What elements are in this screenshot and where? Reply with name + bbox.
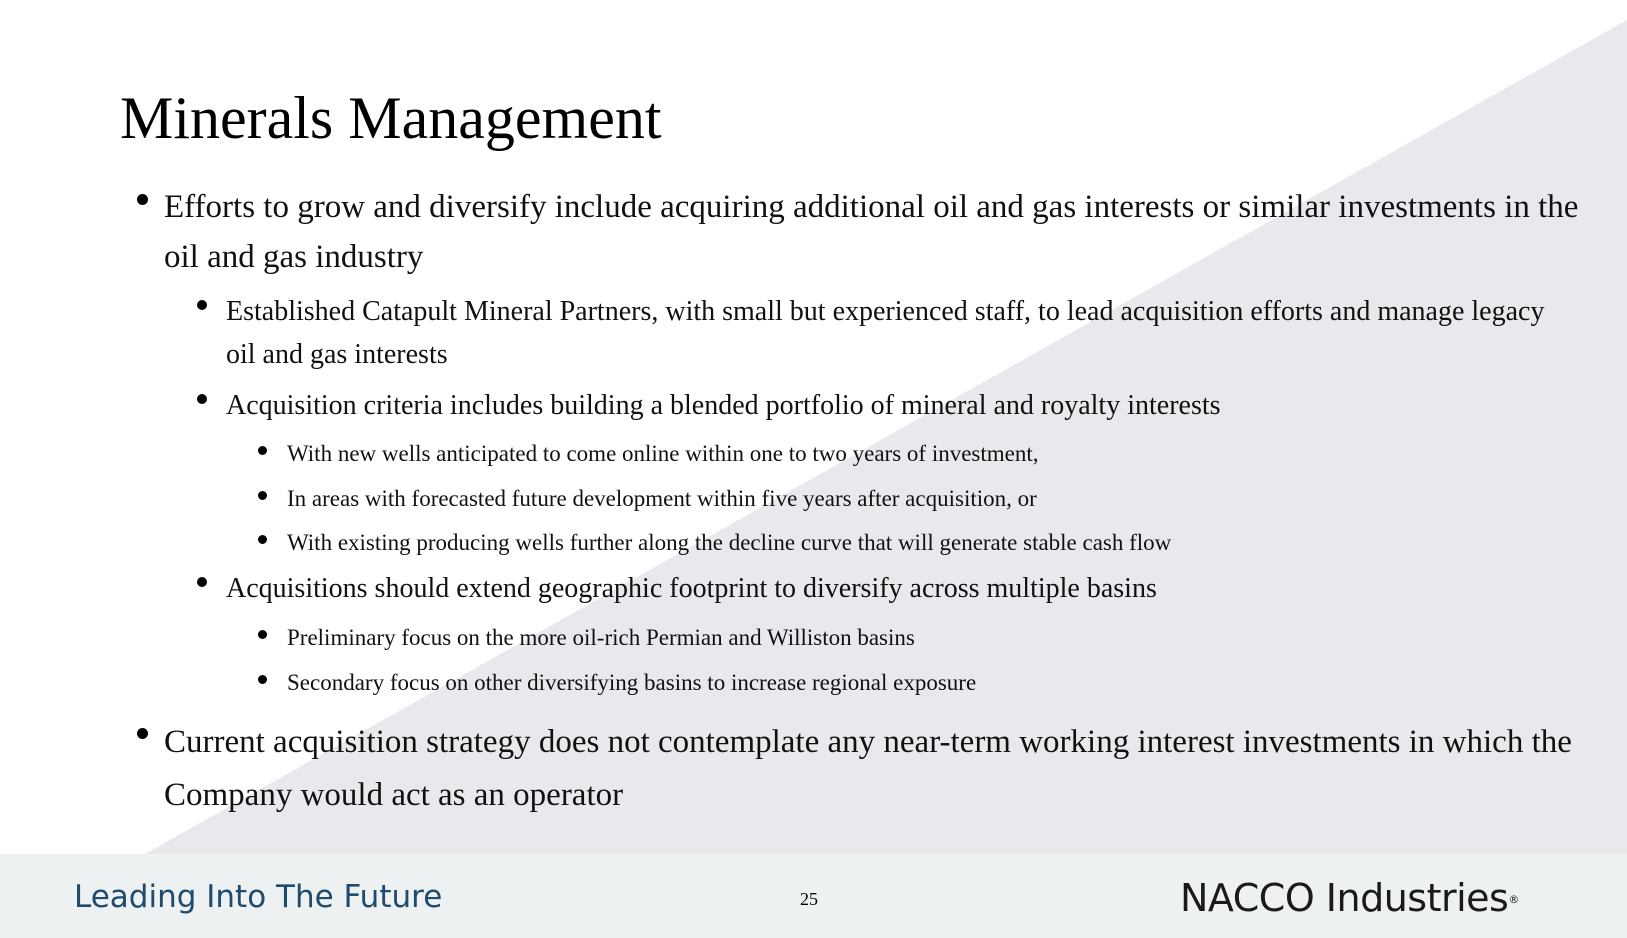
bullet-text: Preliminary focus on the more oil-rich Permian and Williston basins bbox=[287, 625, 915, 650]
bullet-text: In areas with forecasted future development within five years after acquisition, or bbox=[287, 486, 1037, 511]
bullet-dot-icon bbox=[258, 675, 267, 684]
bullet-item bbox=[226, 290, 1566, 376]
bullet-item bbox=[287, 622, 1537, 654]
bullet-item bbox=[287, 667, 1537, 699]
bullet-text: Secondary focus on other diversifying basins to increase regional exposure bbox=[287, 670, 977, 695]
bullet-item bbox=[287, 483, 1537, 515]
bullet-item bbox=[164, 182, 1594, 282]
bullet-text: Established Catapult Mineral Partners, with small but experienced staff, to lead acquisition efforts and manage legacy oil and gas interests bbox=[226, 296, 1545, 370]
bullet-text: With new wells anticipated to come online within one to two years of investment, bbox=[287, 441, 1039, 466]
bullet-item bbox=[164, 716, 1594, 822]
slide-footer bbox=[0, 854, 1627, 938]
bullet-dot-icon bbox=[258, 446, 267, 455]
bullet-text: Current acquisition strategy does not contemplate any near-term working interest investments in which the Company would act as an operator bbox=[164, 724, 1572, 813]
bullet-item bbox=[287, 438, 1537, 470]
bullet-dot-icon bbox=[137, 194, 148, 205]
slide-title: Minerals Management bbox=[120, 85, 662, 151]
bullet-text: Acquisitions should extend geographic footprint to diversify across multiple basins bbox=[226, 573, 1157, 604]
bullet-dot-icon bbox=[197, 300, 207, 310]
bullet-item bbox=[226, 567, 1566, 610]
bullet-text: Efforts to grow and diversify include acquiring additional oil and gas interests or similar investments in the oil and gas industry bbox=[164, 189, 1579, 275]
bullet-dot-icon bbox=[197, 577, 207, 587]
page-number: 25 bbox=[800, 889, 818, 909]
bullet-dot-icon bbox=[258, 491, 267, 500]
bullet-text: Acquisition criteria includes building a blended portfolio of mineral and royalty interests bbox=[226, 390, 1221, 421]
company-logo bbox=[1180, 876, 1519, 920]
logo-text: NACCO Industries bbox=[1180, 876, 1509, 920]
bullet-dot-icon bbox=[137, 728, 148, 739]
bullet-dot-icon bbox=[258, 630, 267, 639]
bullet-item bbox=[226, 384, 1566, 427]
bullet-dot-icon bbox=[197, 394, 207, 404]
bullet-dot-icon bbox=[258, 535, 267, 544]
footer-tagline: Leading Into The Future bbox=[74, 879, 443, 915]
registered-mark: ® bbox=[1508, 893, 1519, 906]
bullet-text: With existing producing wells further along the decline curve that will generate stable cash flow bbox=[287, 530, 1172, 555]
bullet-item bbox=[287, 527, 1537, 559]
